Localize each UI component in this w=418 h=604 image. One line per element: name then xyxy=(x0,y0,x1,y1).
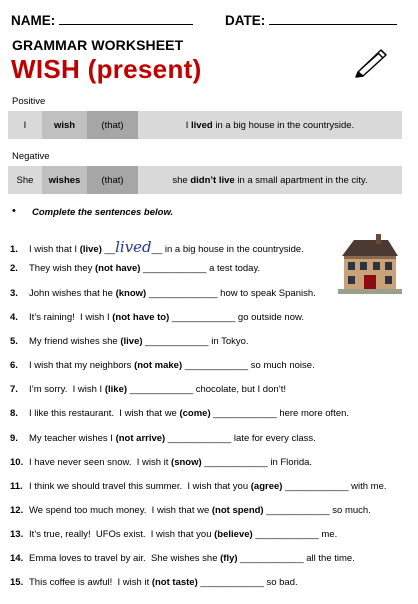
question-12 xyxy=(10,505,414,516)
question-text: I’m sorry. I wish I xyxy=(29,384,105,395)
question-text-end: go outside now. xyxy=(235,312,304,323)
question-8 xyxy=(10,408,414,419)
negative-sentence xyxy=(138,166,402,194)
question-number: 7. xyxy=(10,384,18,395)
question-hint: (live) xyxy=(120,336,143,347)
negative-sentence-post: in a small apartment in the city. xyxy=(234,174,368,186)
question-7 xyxy=(10,384,414,395)
positive-sentence-pre: I xyxy=(185,119,192,131)
answer-blank[interactable]: ____________ xyxy=(140,263,207,274)
question-text: John wishes that he xyxy=(29,288,116,299)
question-number: 12. xyxy=(10,505,24,516)
question-11 xyxy=(10,481,414,492)
question-13 xyxy=(10,529,414,540)
name-field[interactable] xyxy=(11,12,193,28)
positive-formula-row xyxy=(8,111,402,139)
positive-subject: I xyxy=(8,111,42,139)
question-number: 9. xyxy=(10,433,18,444)
question-text: It’s true, really! UFOs exist. I wish that you xyxy=(29,529,215,540)
question-number: 15. xyxy=(10,577,24,588)
question-text: This coffee is awful! I wish it xyxy=(29,577,152,588)
question-hint: (not arrive) xyxy=(115,433,166,444)
question-text-end: in a big house in the countryside. xyxy=(162,244,304,255)
answer-blank[interactable]: ____________ xyxy=(142,336,209,347)
question-hint: (not spend) xyxy=(211,505,264,516)
name-label: NAME: xyxy=(11,13,56,28)
question-number: 5. xyxy=(10,336,18,347)
question-text: I think we should travel this summer. I wish that you xyxy=(29,481,251,492)
question-hint: (agree) xyxy=(250,481,283,492)
worksheet-subtitle: WISH (present) xyxy=(11,54,202,84)
question-2 xyxy=(10,263,414,274)
negative-formula-row xyxy=(8,166,402,194)
question-text: Emma loves to travel by air. She wishes she xyxy=(29,553,221,564)
question-hint: (not make) xyxy=(134,360,183,371)
question-text: They wish they xyxy=(29,263,95,274)
positive-sentence xyxy=(138,111,402,139)
pencil-icon xyxy=(354,46,390,78)
instructions: Complete the sentences below. xyxy=(32,207,174,218)
question-number: 2. xyxy=(10,263,18,274)
question-text-end: late for every class. xyxy=(231,433,316,444)
negative-label: Negative xyxy=(12,151,50,162)
name-line[interactable] xyxy=(59,12,193,25)
question-text: It’s raining! I wish I xyxy=(29,312,113,323)
negative-subject: She xyxy=(8,166,42,194)
answer-blank[interactable]: ____________ xyxy=(282,481,349,492)
question-15 xyxy=(10,577,414,588)
answer-blank[interactable]: ____________ xyxy=(237,553,304,564)
answer-blank[interactable]: ____________ xyxy=(197,577,264,588)
question-hint: (like) xyxy=(104,384,128,395)
question-1 xyxy=(10,238,414,256)
positive-that: (that) xyxy=(87,111,138,139)
answer-blank[interactable]: ____________ xyxy=(210,408,277,419)
answer-blank[interactable]: ____________ xyxy=(127,384,194,395)
question-text: My teacher wishes I xyxy=(29,433,116,444)
question-number: 13. xyxy=(10,529,24,540)
question-text: My friend wishes she xyxy=(29,336,121,347)
question-hint: (fly) xyxy=(220,553,238,564)
question-number: 3. xyxy=(10,288,18,299)
question-hint: (believe) xyxy=(214,529,253,540)
answer-blank[interactable]: ____________ xyxy=(252,529,319,540)
answer-blank[interactable]: ____________ xyxy=(182,360,249,371)
negative-verb: wishes xyxy=(42,166,87,194)
question-6 xyxy=(10,360,414,371)
negative-sentence-pre: she xyxy=(172,174,191,186)
positive-verb: wish xyxy=(42,111,87,139)
question-text-end: so bad. xyxy=(263,577,298,588)
question-text: We spend too much money. I wish that we xyxy=(29,505,212,516)
question-text-end: a test today. xyxy=(206,263,261,274)
answer-blank[interactable]: ____________ xyxy=(165,433,232,444)
handwritten-answer: lived xyxy=(115,238,152,256)
question-text-end: chocolate, but I don’t! xyxy=(193,384,287,395)
answer-blank[interactable]: ____________ xyxy=(201,457,268,468)
question-3 xyxy=(10,288,414,299)
question-number: 11. xyxy=(10,481,23,492)
question-number: 4. xyxy=(10,312,18,323)
question-text: I like this restaurant. I wish that we xyxy=(29,408,180,419)
question-text-end: all the time. xyxy=(303,553,355,564)
question-text-end: with me. xyxy=(348,481,387,492)
question-hint: (know) xyxy=(115,288,147,299)
question-text-end: in Tokyo. xyxy=(208,336,249,347)
question-text-end: how to speak Spanish. xyxy=(217,288,316,299)
question-hint: (come) xyxy=(179,408,211,419)
negative-sentence-verb: didn’t live xyxy=(190,174,235,186)
question-hint: (not have to) xyxy=(112,312,170,323)
question-5 xyxy=(10,336,414,347)
answer-blank[interactable]: _____________ xyxy=(146,288,218,299)
question-text-end: in Florida. xyxy=(267,457,313,468)
answer-blank[interactable]: __lived__ xyxy=(101,238,163,256)
date-label: DATE: xyxy=(225,13,266,28)
question-number: 6. xyxy=(10,360,18,371)
question-text-end: so much noise. xyxy=(248,360,315,371)
question-number: 14. xyxy=(10,553,24,564)
negative-that: (that) xyxy=(87,166,138,194)
question-number: 8. xyxy=(10,408,18,419)
question-text-end: me. xyxy=(318,529,338,540)
question-number: 1. xyxy=(10,244,18,255)
positive-label: Positive xyxy=(12,96,46,107)
bullet-icon: • xyxy=(12,205,16,217)
positive-sentence-post: in a big house in the countryside. xyxy=(212,119,355,131)
worksheet-title: GRAMMAR WORKSHEET xyxy=(12,37,184,53)
question-number: 10. xyxy=(10,457,24,468)
question-4 xyxy=(10,312,414,323)
answer-blank[interactable]: ____________ xyxy=(263,505,330,516)
question-10 xyxy=(10,457,414,468)
question-text: I wish that my neighbors xyxy=(29,360,135,371)
answer-blank[interactable]: ____________ xyxy=(169,312,236,323)
positive-sentence-verb: lived xyxy=(191,119,213,131)
question-text-end: here more often. xyxy=(276,408,350,419)
question-hint: (not taste) xyxy=(151,577,198,588)
question-text-end: so much. xyxy=(329,505,371,516)
date-line[interactable] xyxy=(269,12,397,25)
question-9 xyxy=(10,433,414,444)
date-field[interactable] xyxy=(225,12,397,28)
question-hint: (live) xyxy=(79,244,102,255)
question-14 xyxy=(10,553,414,564)
question-hint: (not have) xyxy=(95,263,141,274)
question-text: I have never seen snow. I wish it xyxy=(29,457,172,468)
question-hint: (snow) xyxy=(171,457,202,468)
question-text: I wish that I xyxy=(29,244,80,255)
